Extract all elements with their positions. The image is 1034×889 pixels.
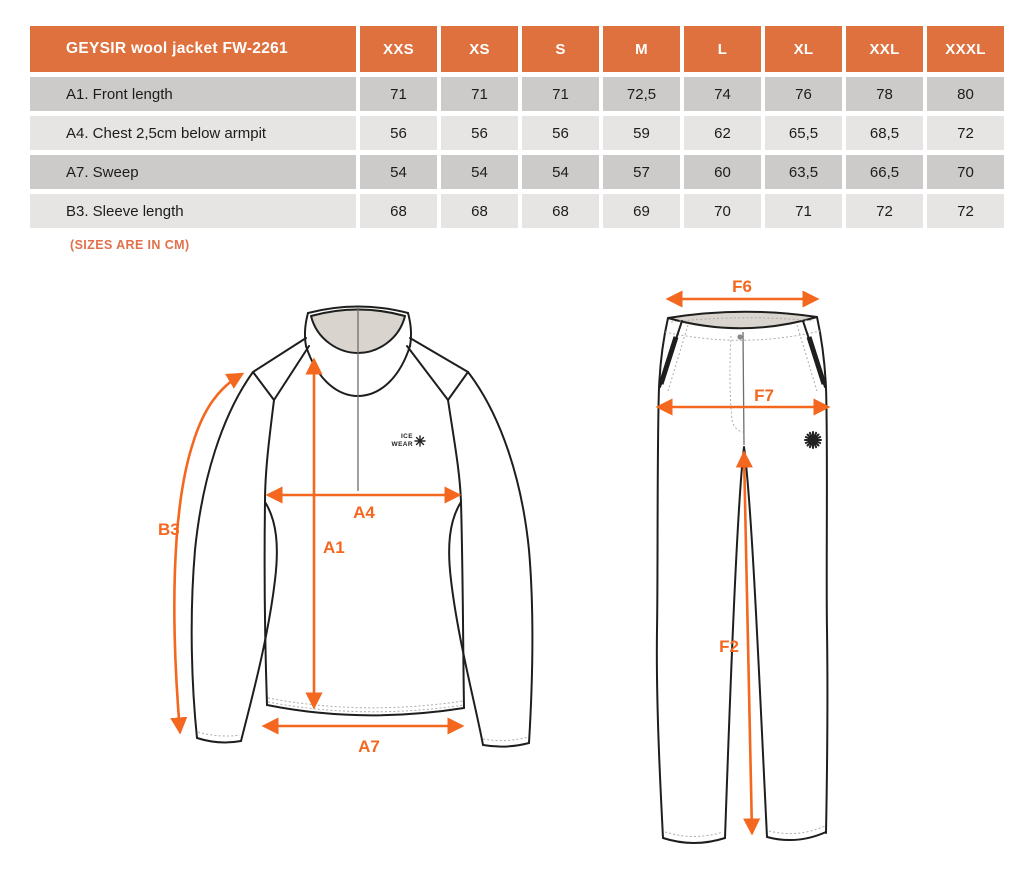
size-header-l: L <box>684 26 761 72</box>
pants-waist-inner <box>668 312 817 329</box>
size-cell: 71 <box>765 194 842 228</box>
table-row-chest <box>30 116 1004 150</box>
pants-pockets <box>660 321 825 391</box>
row-label: A7. Sweep <box>30 155 356 189</box>
pants-legs-outline <box>657 317 828 843</box>
size-header-xxxl: XXXL <box>927 26 1004 72</box>
table-row-front-length <box>30 77 1004 111</box>
f7-label: F7 <box>754 386 774 405</box>
size-header-xxs: XXS <box>360 26 437 72</box>
size-cell: 70 <box>684 194 761 228</box>
size-cell: 72 <box>927 194 1004 228</box>
size-cell: 63,5 <box>765 155 842 189</box>
a4-label: A4 <box>353 503 375 522</box>
row-label: A4. Chest 2,5cm below armpit <box>30 116 356 150</box>
snowflake-icon <box>805 432 821 448</box>
size-cell: 72,5 <box>603 77 680 111</box>
icewear-logo-text-line1: ICE <box>400 433 413 440</box>
table-row-sweep <box>30 155 1004 189</box>
size-cell: 68 <box>522 194 599 228</box>
jacket-seams <box>253 338 468 502</box>
f6-label: F6 <box>732 277 752 296</box>
size-cell: 66,5 <box>846 155 923 189</box>
size-header-xs: XS <box>441 26 518 72</box>
size-header-xxl: XXL <box>846 26 923 72</box>
size-cell: 72 <box>846 194 923 228</box>
size-cell: 76 <box>765 77 842 111</box>
size-table <box>26 21 1008 233</box>
size-cell: 69 <box>603 194 680 228</box>
b3-sleeve-arrow <box>174 374 242 732</box>
f2-label: F2 <box>719 637 739 656</box>
size-cell: 54 <box>360 155 437 189</box>
size-cell: 56 <box>360 116 437 150</box>
size-cell: 54 <box>522 155 599 189</box>
size-cell: 68 <box>441 194 518 228</box>
jacket-diagram <box>130 295 550 777</box>
size-cell: 70 <box>927 155 1004 189</box>
size-header-xl: XL <box>765 26 842 72</box>
b3-label: B3 <box>158 520 180 539</box>
size-cell: 57 <box>603 155 680 189</box>
size-cell: 72 <box>927 116 1004 150</box>
pants-waistband-details <box>665 318 820 445</box>
jacket-sleeves-outline <box>192 372 533 747</box>
row-label: A1. Front length <box>30 77 356 111</box>
jacket-body-outline <box>265 502 464 715</box>
sizes-unit-note: (SIZES ARE IN CM) <box>70 238 190 252</box>
size-cell: 62 <box>684 116 761 150</box>
row-label: B3. Sleeve length <box>30 194 356 228</box>
a7-label: A7 <box>358 737 380 756</box>
size-cell: 56 <box>522 116 599 150</box>
table-title: GEYSIR wool jacket FW-2261 <box>30 26 356 72</box>
size-cell: 80 <box>927 77 1004 111</box>
size-cell: 71 <box>522 77 599 111</box>
size-header-s: S <box>522 26 599 72</box>
waist-button <box>737 334 742 339</box>
size-cell: 74 <box>684 77 761 111</box>
snowflake-icon <box>415 436 425 446</box>
size-table-header-row <box>30 26 1004 72</box>
size-cell: 59 <box>603 116 680 150</box>
a1-label: A1 <box>323 538 345 557</box>
size-cell: 78 <box>846 77 923 111</box>
size-cell: 65,5 <box>765 116 842 150</box>
size-cell: 56 <box>441 116 518 150</box>
size-cell: 68 <box>360 194 437 228</box>
icewear-logo-text-line2: WEAR <box>391 441 413 448</box>
size-cell: 68,5 <box>846 116 923 150</box>
table-row-sleeve-length <box>30 194 1004 228</box>
icewear-logo <box>392 433 425 448</box>
size-cell: 60 <box>684 155 761 189</box>
size-cell: 71 <box>360 77 437 111</box>
pants-diagram <box>630 275 1034 867</box>
size-cell: 54 <box>441 155 518 189</box>
size-cell: 71 <box>441 77 518 111</box>
size-header-m: M <box>603 26 680 72</box>
